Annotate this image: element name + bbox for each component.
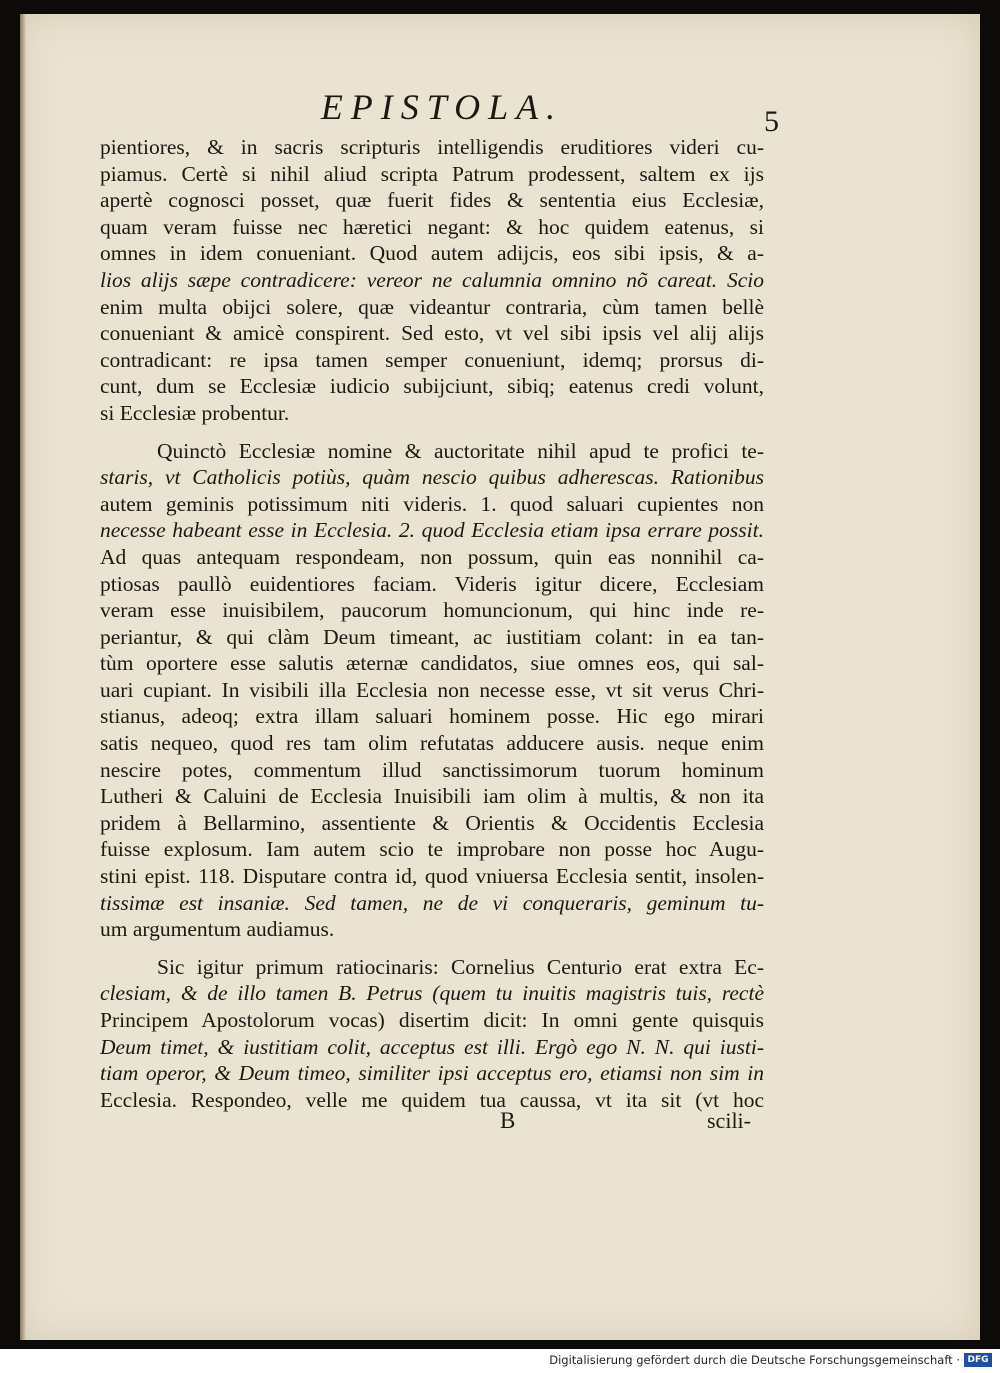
text-line: stini epist. 118. Disputare contra id, quod vniuersa Ecclesia sentit, insolen- bbox=[100, 864, 764, 889]
text-line: tiam operor, & Deum timeo, similiter ipsi acceptus ero, etiamsi non sim in bbox=[100, 1061, 764, 1086]
paragraph bbox=[100, 134, 764, 427]
text-line: tissimæ est insaniæ. Sed tamen, ne de vi conqueraris, geminum tu- bbox=[100, 890, 764, 915]
dfg-logo-icon: DFG bbox=[964, 1353, 992, 1367]
text-line: staris, vt Catholicis potiùs, quàm nescio quibus adherescas. Rationibus bbox=[100, 465, 764, 490]
text-line: Ecclesia. Respondeo, velle me quidem tua caussa, vt ita sit (vt hoc bbox=[100, 1087, 764, 1112]
text-line: si Ecclesiæ probentur. bbox=[100, 400, 290, 425]
paragraph bbox=[100, 438, 764, 943]
text-line: tùm oportere esse salutis æternæ candidatos, siue omnes eos, qui sal- bbox=[100, 651, 764, 676]
paragraph bbox=[100, 954, 764, 1114]
text-line: pridem à Bellarmino, assentiente & Orientis & Occidentis Ecclesia bbox=[100, 810, 764, 835]
text-line: cunt, dum se Ecclesiæ iudicio subijciunt, sibiq; eatenus credi volunt, bbox=[100, 374, 764, 399]
text-line: uari cupiant. In visibili illa Ecclesia non necesse esse, vt sit verus Chri- bbox=[100, 677, 764, 702]
text-line: nescire potes, commentum illud sanctissimorum tuorum hominum bbox=[100, 757, 764, 782]
text-line: lios alijs sæpe contradicere: vereor ne calumnia omnino nõ careat. Scio bbox=[100, 267, 764, 292]
body-text bbox=[100, 134, 764, 1113]
text-line: clesiam, & de illo tamen B. Petrus (quem tu inuitis magistris tuis, rectè bbox=[100, 981, 764, 1006]
text-line: Quinctò Ecclesiæ nomine & auctoritate nihil apud te profici te- bbox=[157, 438, 764, 463]
text-line: quam veram fuisse nec hæretici negant: & hoc quidem eatenus, si bbox=[100, 214, 764, 239]
text-line: Ad quas antequam respondeam, non possum, quin eas nonnihil ca- bbox=[100, 544, 764, 569]
page-number: 5 bbox=[764, 105, 779, 138]
page-gutter-shadow bbox=[20, 14, 26, 1340]
funding-credit: Digitalisierung gefördert durch die Deutsche Forschungsgemeinschaft · bbox=[549, 1353, 960, 1367]
footer-bar bbox=[0, 1349, 1000, 1373]
text-line: Deum timet, & iustitiam colit, acceptus est illi. Ergò ego N. N. qui iusti- bbox=[100, 1034, 764, 1059]
text-line: enim multa obijci solere, quæ videantur contraria, cùm tamen bellè bbox=[100, 294, 764, 319]
text-line: pientiores, & in sacris scripturis intelligendis eruditiores videri cu- bbox=[100, 135, 764, 159]
text-line: satis nequeo, quod res tam olim refutatas adducere ausis. neque enim bbox=[100, 731, 764, 756]
text-line: apertè cognosci posset, quæ fuerit fides & sententia eius Ecclesiæ, bbox=[100, 188, 764, 213]
catchword: scili- bbox=[707, 1108, 751, 1133]
text-line: fuisse explosum. Iam autem scio te improbare non posse hoc Augu- bbox=[100, 837, 764, 862]
text-line: periantur, & qui clàm Deum timeant, ac iustitiam colant: in ea tan- bbox=[100, 624, 764, 649]
text-line: omnes in idem conueniant. Quod autem adijcis, eos sibi ipsis, & a- bbox=[100, 241, 764, 266]
signature-mark: B bbox=[500, 1108, 516, 1133]
text-line: Sic igitur primum ratiocinaris: Cornelius Centurio erat extra Ec- bbox=[157, 954, 764, 979]
text-line: um argumentum audiamus. bbox=[100, 917, 335, 942]
text-line: piamus. Certè si nihil aliud scripta Patrum prodessent, saltem ex ijs bbox=[100, 161, 764, 186]
text-line: ptiosas paullò euidentiores faciam. Videris igitur dicere, Ecclesiam bbox=[100, 571, 764, 596]
text-line: autem geminis potissimum niti videris. 1. quod saluari cupientes non bbox=[100, 491, 764, 516]
text-line: veram esse inuisibilem, paucorum homuncionum, qui hinc inde re- bbox=[100, 598, 764, 623]
text-line: Lutheri & Caluini de Ecclesia Inuisibili iam olim à multis, & non ita bbox=[100, 784, 764, 809]
text-line: necesse habeant esse in Ecclesia. 2. quod Ecclesia etiam ipsa errare possit. bbox=[100, 518, 764, 543]
text-line: contradicant: re ipsa tamen semper conueniunt, idemq; prorsus di- bbox=[100, 347, 764, 372]
running-head: EPISTOLA. bbox=[320, 87, 564, 127]
text-line: conueniant & amicè conspirent. Sed esto, vt vel sibi ipsis vel alij alijs bbox=[100, 321, 764, 346]
text-line: stianus, adeoq; extra illam saluari hominem posse. Hic ego mirari bbox=[100, 704, 764, 729]
text-line: Principem Apostolorum vocas) disertim dicit: In omni gente quisquis bbox=[100, 1008, 764, 1032]
